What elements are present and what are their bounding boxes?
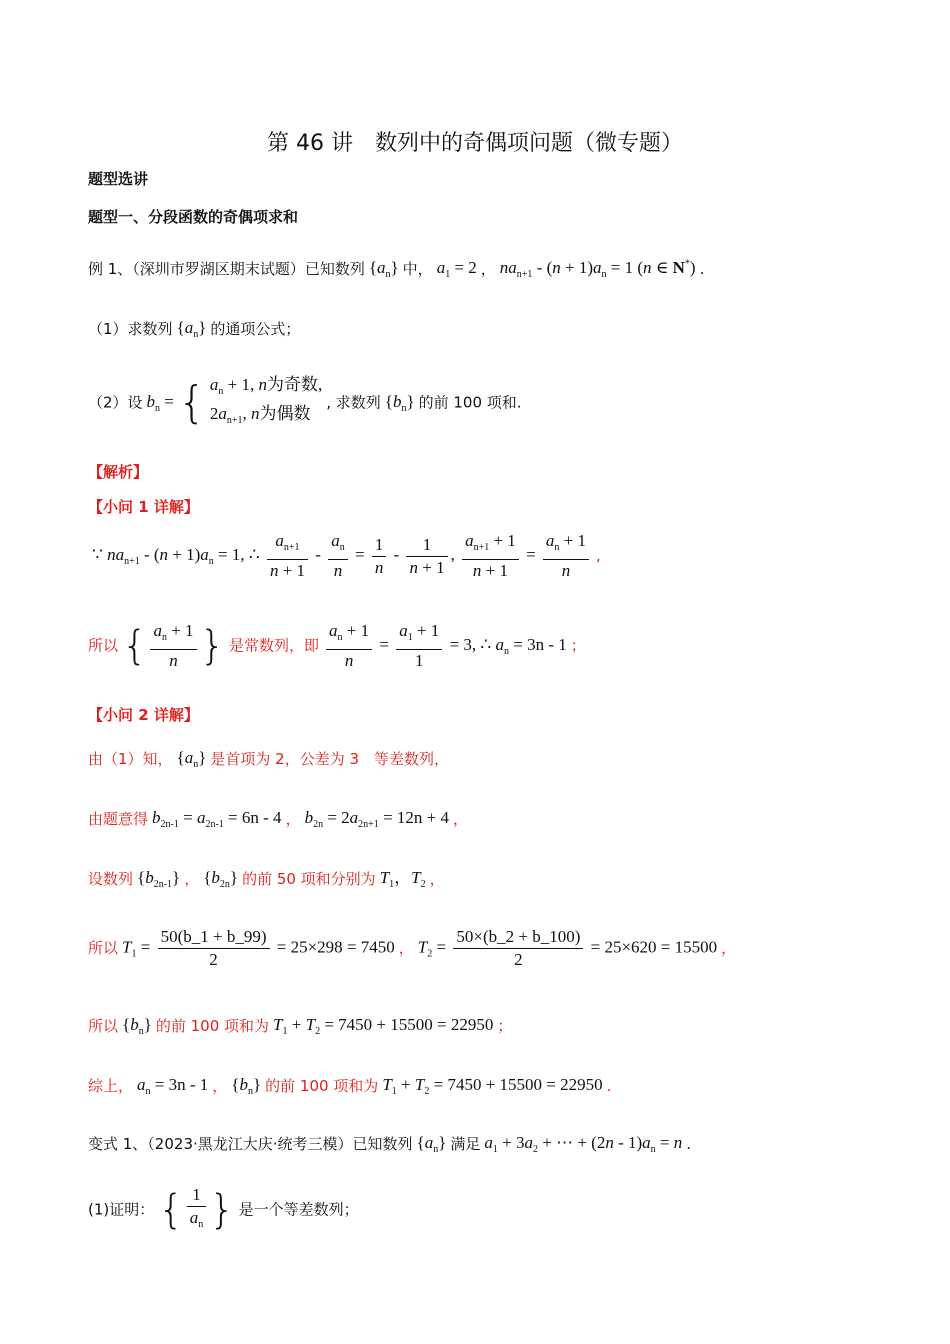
- summary-an: $a_n = 3n - 1$: [137, 1075, 209, 1097]
- let-line: 设数列 $\{b_{2n-1}\}$ ， $\{b_{2n}\}$ 的前 50 项和分别为 $T_1$，$T_2$ ，: [88, 868, 445, 890]
- t-symbols: $T_1$，$T_2$: [379, 868, 426, 890]
- sum-line: 所以 $\{b_n\}$ 的前 100 项和为 $T_1 + T_2 = 7450 + 15500 = 22950$ ；: [88, 1015, 513, 1037]
- sub1-label: 【小问 1 详解】: [88, 498, 199, 516]
- t2-formula: $T_2$ = $\frac{50\times(b\_2 + b\_100)}{2}$ = 25×620 = 15500: [417, 927, 718, 969]
- t-sums-line: 所以 $T_1$ = $\frac{50(b\_1 + b\_99)}{2}$ = 25×298 = 7450 ， $T_2$ = $\frac{50\times(b\_2 + b\_100)}{2}$ = 25×620 = 15500 ，: [88, 927, 737, 969]
- derivation-formula: ∵ $na_{n+1} - (n + 1)a_n = 1$, ∴ $\frac{a_{n+1}}{n + 1}$ - $\frac{a_n}{n}$ = $\frac{1}{n}$ - $\frac{1}{n + 1}$ , $\frac{a_{n+1} + 1}{n + 1}$ = $\frac{a_n + 1}{n}$: [92, 530, 592, 582]
- constant-sequence-formula: { $\frac{a_n + 1}{n}$ }: [122, 621, 226, 670]
- sequence-a: $\{a_n\}$: [176, 318, 207, 340]
- general-term-formula: $\frac{a_n + 1}{n}$ = $\frac{a_1 + 1}{1}$ = 3, ∴ $a_n = 3n - 1$: [323, 620, 567, 672]
- page-title: 第 46 讲 数列中的奇偶项问题（微专题）: [267, 131, 683, 156]
- piecewise-b: $b_n$ =: [146, 391, 174, 414]
- question1: （1）求数列 $\{a_n\}$ 的通项公式；: [88, 318, 301, 340]
- question2: （2）设 $b_n$ ={ $a_n + 1$, n为奇数, $2a_{n+1}$, n为偶数 , 求数列 $\{b_n\}$ 的前 100 项和.: [88, 374, 522, 432]
- from1-line: 由（1）知， $\{a_n\}$ 是首项为 2，公差为 3 等差数列，: [88, 748, 450, 770]
- example1-mid: 中，: [402, 260, 433, 278]
- constant-sequence-line: 所以 { $\frac{a_n + 1}{n}$ } 是常数列，即 $\frac{a_n + 1}{n}$ = $\frac{a_1 + 1}{1}$ = 3, ∴ $a_n = 3n - 1$ ；: [88, 621, 586, 670]
- variant1-part1: (1)证明： { $\frac{1}{a_n}$ } 是一个等差数列；: [88, 1184, 359, 1236]
- sequence-b: $\{b_n\}$: [231, 1075, 262, 1097]
- section-heading: 题型选讲: [88, 170, 149, 188]
- recurrence-formula: $na_{n+1} - (n + 1)a_n = 1$ (n ∈ N*): [499, 258, 696, 280]
- initial-term: $a_1 = 2$: [436, 258, 477, 280]
- by-title-line: 由题意得 $b_{2n-1} = a_{2n-1} = 6n - 4$ ， $b_{2n} = 2a_{2n+1} = 12n + 4$ ，: [88, 808, 469, 830]
- sequence-a: $\{a_n\}$: [368, 258, 399, 280]
- piecewise-cases: $a_n + 1$, n为奇数, $2a_{n+1}$, n为偶数: [209, 375, 323, 426]
- b-even-formula: $b_{2n} = 2a_{2n+1} = 12n + 4$: [304, 808, 449, 830]
- sequence-a: $\{a_n\}$: [416, 1133, 447, 1155]
- example1-statement: 例 1、（深圳市罗湖区期末试题）已知数列 $\{a_n\}$ 中， $a_1 = 2$ ， $na_{n+1} - (n + 1)a_n = 1$ (n ∈ N*) .: [88, 258, 705, 280]
- summary-line: 综上， $a_n = 3n - 1$ ， $\{b_n\}$ 的前 100 项和为 $T_1 + T_2 = 7450 + 15500 = 22950$ .: [88, 1075, 612, 1097]
- sequence-b: $\{b_n\}$: [122, 1015, 152, 1037]
- subsequence-odd: $\{b_{2n-1}\}$: [137, 868, 181, 890]
- summary-total: $T_1 + T_2 = 7450 + 15500 = 22950$: [382, 1075, 603, 1097]
- left-brace-icon: {: [177, 377, 206, 428]
- t1-formula: $T_1$ = $\frac{50(b\_1 + b\_99)}{2}$ = 25×298 = 7450: [122, 927, 395, 969]
- derivation-line1: ∵ $na_{n+1} - (n + 1)a_n = 1$, ∴ $\frac{a_{n+1}}{n + 1}$ - $\frac{a_n}{n}$ = $\frac{1}{n}$ - $\frac{1}{n + 1}$ , $\frac{a_{n+1} + 1}{n + 1}$ = $\frac{a_n + 1}{n}$ ,: [92, 531, 601, 580]
- sequence-b: $\{b_n\}$: [384, 391, 415, 414]
- reciprocal-sequence: { $\frac{1}{a_n}$ }: [158, 1185, 235, 1233]
- sequence-a: $\{a_n\}$: [176, 748, 207, 770]
- variant1-statement: 变式 1、（2023·黑龙江大庆·统考三模）已知数列 $\{a_n\}$ 满足 $a_1 + 3a_2$ + ⋯ + $(2n - 1)a_n = n$ .: [88, 1133, 692, 1155]
- analysis-label: 【解析】: [88, 463, 149, 481]
- type1-heading: 题型一、分段函数的奇偶项求和: [88, 208, 299, 226]
- subsequence-even: $\{b_{2n}\}$: [203, 868, 239, 890]
- example1-prefix: 例 1、（深圳市罗湖区期末试题）已知数列: [88, 260, 365, 278]
- b-odd-formula: $b_{2n-1} = a_{2n-1} = 6n - 4$: [152, 808, 282, 830]
- total-sum-formula: $T_1 + T_2 = 7450 + 15500 = 22950$: [273, 1015, 494, 1037]
- variant-formula: $a_1 + 3a_2$ + ⋯ + $(2n - 1)a_n = n$: [484, 1133, 683, 1155]
- sub2-label: 【小问 2 详解】: [88, 706, 199, 724]
